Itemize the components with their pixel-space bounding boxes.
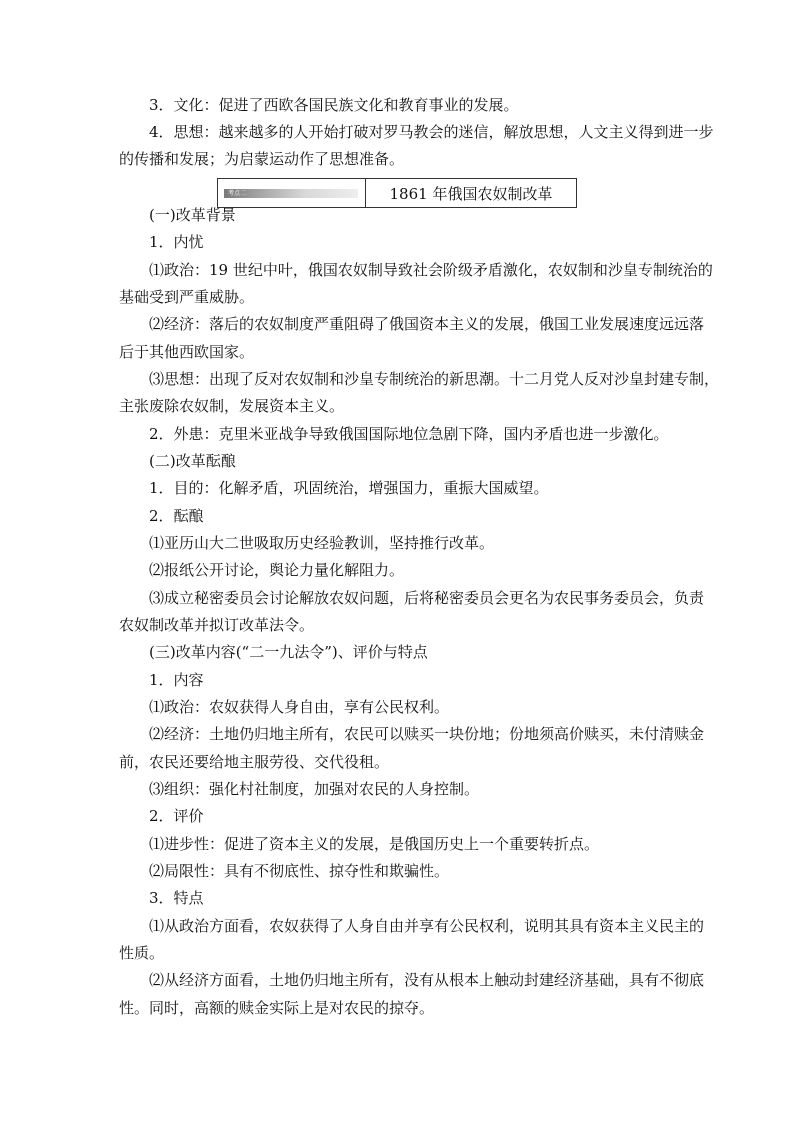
- banner-tag-cell: [218, 179, 366, 207]
- paragraph-politics-cont: 基础受到严重威胁。: [119, 288, 255, 306]
- subheading-features: 3．特点: [149, 889, 204, 907]
- paragraph-thought-cont: 的传播和发展；为启蒙运动作了思想准备。: [119, 150, 405, 168]
- subheading-content: 1．内容: [149, 671, 204, 689]
- paragraph-content-organization: ⑶组织：强化村社制度，加强对农民的人身控制。: [149, 780, 480, 798]
- paragraph-alexander: ⑴亚历山大二世吸取历史经验教训，坚持推行改革。: [149, 534, 495, 552]
- paragraph-purpose: 1．目的：化解矛盾，巩固统治，增强国力，重振大国威望。: [149, 479, 549, 497]
- heading-preparation: (二)改革酝酿: [149, 452, 236, 470]
- paragraph-committee: ⑶成立秘密委员会讨论解放农奴问题，后将秘密委员会更名为农民事务委员会，负责: [149, 589, 705, 607]
- section-banner: [217, 178, 577, 208]
- heading-content: (三)改革内容(“二一九法令”)、评价与特点: [149, 643, 428, 661]
- paragraph-external: 2．外患：克里米亚战争导致俄国国际地位急剧下降，国内矛盾也进一步激化。: [149, 425, 669, 443]
- paragraph-committee-cont: 农奴制改革并拟订改革法令。: [119, 616, 315, 634]
- paragraph-content-politics: ⑴政治：农奴获得人身自由，享有公民权利。: [149, 698, 450, 716]
- paragraph-content-economy-cont: 前，农民还要给地主服劳役、交代役租。: [119, 753, 390, 771]
- paragraph-thought: 4．思想：越来越多的人开始打破对罗马教会的迷信，解放思想，人文主义得到进一步: [149, 123, 714, 141]
- paragraph-press: ⑵报纸公开讨论，舆论力量化解阻力。: [149, 561, 405, 579]
- paragraph-economy-cont: 后于其他西欧国家。: [119, 343, 255, 361]
- paragraph-limitations: ⑵局限性：具有不彻底性、掠夺性和欺骗性。: [149, 862, 450, 880]
- banner-tag-label: 考点二: [228, 189, 247, 197]
- paragraph-economy: ⑵经济：落后的农奴制度严重阻碍了俄国资本主义的发展，俄国工业发展速度远远落: [149, 315, 705, 333]
- paragraph-progressive: ⑴进步性：促进了资本主义的发展，是俄国历史上一个重要转折点。: [149, 835, 600, 853]
- paragraph-ideas-cont: 主张废除农奴制，发展资本主义。: [119, 397, 345, 415]
- paragraph-feature-economy: ⑵从经济方面看，土地仍归地主所有，没有从根本上触动封建经济基础，具有不彻底: [149, 971, 705, 989]
- paragraph-content-economy: ⑵经济：土地仍归地主所有，农民可以赎买一块份地；份地须高价赎买，未付清赎金: [149, 725, 705, 743]
- banner-title: 1861 年俄国农奴制改革: [389, 184, 553, 203]
- banner-tag: [224, 189, 358, 198]
- paragraph-ideas: ⑶思想：出现了反对农奴制和沙皇专制统治的新思潮。十二月党人反对沙皇封建专制，: [149, 370, 720, 388]
- subheading-internal: 1．内忧: [149, 233, 204, 251]
- heading-background: (一)改革背景: [149, 206, 236, 224]
- paragraph-politics: ⑴政治：19 世纪中叶，俄国农奴制导致社会阶级矛盾激化，农奴制和沙皇专制统治的: [149, 261, 713, 279]
- paragraph-feature-politics: ⑴从政治方面看，农奴获得了人身自由并享有公民权利，说明其具有资本主义民主的: [149, 917, 705, 935]
- paragraph-feature-economy-cont: 性。同时，高额的赎金实际上是对农民的掠夺。: [119, 999, 435, 1017]
- paragraph-feature-politics-cont: 性质。: [119, 944, 165, 962]
- subheading-evaluation: 2．评价: [149, 807, 204, 825]
- paragraph-culture: 3．文化：促进了西欧各国民族文化和教育事业的发展。: [149, 96, 519, 114]
- subheading-preparation: 2．酝酿: [149, 507, 204, 525]
